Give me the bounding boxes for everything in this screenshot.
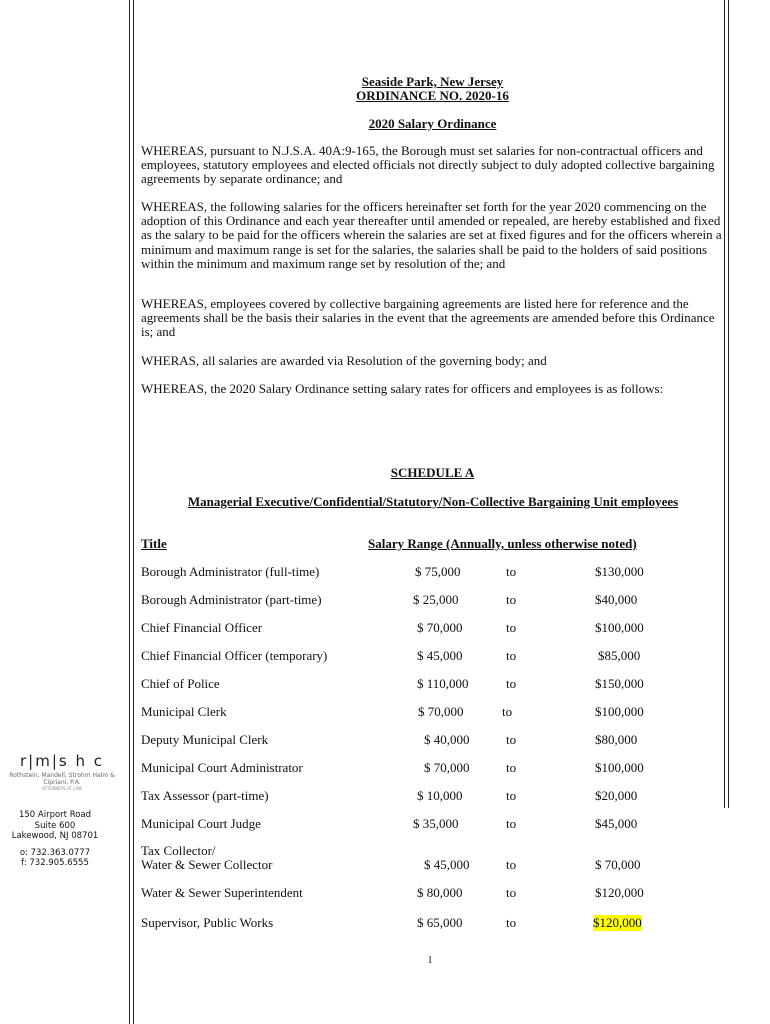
table-row — [141, 648, 726, 666]
row-to: to — [506, 648, 517, 663]
row-salary-low: $ 70,000 — [417, 620, 463, 635]
row-title: Borough Administrator (part-time) — [141, 592, 322, 607]
row-salary-high: $85,000 — [598, 648, 641, 663]
location-heading: Seaside Park, New Jersey — [361, 74, 504, 89]
right-margin-rule-inner — [728, 0, 729, 808]
row-salary-high-highlighted: $120,000 — [593, 915, 642, 930]
table-row — [141, 704, 726, 722]
whereas-paragraph-2: WHEREAS, the following salaries for the officers hereinafter set forth for the year 2020 commencing on the adoption of this Ordinance and each year thereafter until amended or repealed, are hereby established and fixed as the salary to be paid for the officers wherein the salaries are set at fixed figures and for the officers wherein a minimum and maximum range is set for the salaries, the salaries shall be paid to the holders of said positions within the minimum and maximum range set by resolution of the; and — [141, 199, 722, 271]
whereas-paragraph-4: WHERAS, all salaries are awarded via Resolution of the governing body; and — [141, 353, 547, 368]
row-to: to — [506, 857, 517, 872]
row-salary-high: $40,000 — [595, 592, 638, 607]
left-margin-rule — [129, 0, 130, 1024]
row-salary-high: $130,000 — [595, 564, 644, 579]
row-title: Municipal Court Administrator — [141, 760, 303, 775]
row-to: to — [506, 676, 517, 691]
phone-number: o: 732.363.0777 — [19, 847, 91, 858]
table-row — [141, 816, 726, 834]
row-to: to — [506, 788, 517, 803]
row-title: Water & Sewer Collector — [141, 857, 273, 872]
row-title: Tax Assessor (part-time) — [141, 788, 269, 803]
left-margin-rule-inner — [133, 0, 134, 1024]
table-row — [141, 760, 726, 778]
row-title: Municipal Court Judge — [141, 816, 261, 831]
row-to: to — [506, 564, 517, 579]
row-title: Chief Financial Officer (temporary) — [141, 648, 328, 663]
row-title: Borough Administrator (full-time) — [141, 564, 320, 579]
table-row — [141, 620, 726, 638]
firm-logo — [0, 752, 124, 792]
row-to: to — [506, 915, 517, 930]
row-salary-low: $ 70,000 — [424, 760, 470, 775]
schedule-heading: SCHEDULE A — [390, 465, 475, 480]
row-title: Municipal Clerk — [141, 704, 227, 719]
table-row — [141, 564, 726, 582]
row-salary-high: $100,000 — [595, 620, 644, 635]
table-row — [141, 676, 726, 694]
row-title: Supervisor, Public Works — [141, 915, 274, 930]
column-header-salary-range: Salary Range (Annually, unless otherwise noted) — [368, 536, 637, 551]
row-salary-low: $ 70,000 — [418, 704, 464, 719]
table-row — [141, 732, 726, 750]
row-title: Chief Financial Officer — [141, 620, 263, 635]
table-row — [141, 915, 726, 933]
firm-name: Rothstein, Mandell, Strohm Halm & Cipriani, P.A. — [9, 772, 115, 786]
row-salary-low: $ 35,000 — [413, 816, 459, 831]
row-title: Water & Sewer Superintendent — [141, 885, 303, 900]
row-salary-high: $80,000 — [595, 732, 638, 747]
row-salary-high: $45,000 — [595, 816, 638, 831]
table-row — [141, 592, 726, 610]
row-salary-high: $20,000 — [595, 788, 638, 803]
row-salary-low: $ 25,000 — [413, 592, 459, 607]
firm-tagline: ATTORNEYS AT LAW — [42, 786, 82, 791]
row-salary-low: $ 110,000 — [417, 676, 469, 691]
table-row — [141, 788, 726, 806]
table-row — [141, 885, 726, 903]
whereas-paragraph-1: WHEREAS, pursuant to N.J.S.A. 40A:9-165, the Borough must set salaries for non-contractual officers and employees, statutory employees and elected officials not directly subject to duly adopted collective bargaining agreements by separate ordinance; and — [141, 143, 715, 187]
row-salary-high: $ 70,000 — [595, 857, 641, 872]
row-salary-low: $ 65,000 — [417, 915, 463, 930]
row-salary-low: $ 75,000 — [415, 564, 461, 579]
row-salary-high: $150,000 — [595, 676, 644, 691]
fax-number: f: 732.905.6555 — [21, 858, 89, 868]
address-line-1: 150 Airport Road — [18, 810, 92, 820]
firm-address — [0, 810, 110, 869]
row-title-line1: Tax Collector/ — [141, 843, 216, 858]
row-salary-high: $120,000 — [595, 885, 644, 900]
whereas-paragraph-3: WHEREAS, employees covered by collective bargaining agreements are listed here for reference and the agreements shall be the basis their salaries in the event that the agreements are amended before this Ordinance is; and — [141, 296, 715, 340]
whereas-paragraph-5: WHEREAS, the 2020 Salary Ordinance setting salary rates for officers and employees is as follows: — [141, 381, 664, 396]
row-to: to — [506, 885, 517, 900]
row-salary-high: $100,000 — [595, 704, 644, 719]
row-to: to — [506, 592, 517, 607]
row-salary-low: $ 10,000 — [417, 788, 463, 803]
ordinance-title: 2020 Salary Ordinance — [368, 116, 497, 131]
row-salary-low: $ 80,000 — [417, 885, 463, 900]
row-title: Chief of Police — [141, 676, 220, 691]
row-salary-low: $ 40,000 — [424, 732, 470, 747]
row-to: to — [506, 620, 517, 635]
firm-logo-mark: r|m|s h c — [20, 752, 104, 770]
ordinance-number: ORDINANCE NO. 2020-16 — [356, 88, 509, 103]
row-salary-low: $ 45,000 — [417, 648, 463, 663]
row-to: to — [506, 732, 517, 747]
table-row — [141, 843, 726, 875]
page-number: 1 — [427, 955, 433, 966]
row-salary-high: $100,000 — [595, 760, 644, 775]
address-line-3: Lakewood, NJ 08701 — [11, 831, 99, 841]
schedule-subheading: Managerial Executive/Confidential/Statutory/Non-Collective Bargaining Unit employees — [187, 494, 679, 509]
row-to: to — [506, 816, 517, 831]
row-to: to — [506, 760, 517, 775]
row-title: Deputy Municipal Clerk — [141, 732, 269, 747]
row-salary-low: $ 45,000 — [424, 857, 470, 872]
address-line-2: Suite 600 — [34, 820, 76, 831]
row-to: to — [502, 704, 513, 719]
column-header-title: Title — [141, 536, 167, 551]
